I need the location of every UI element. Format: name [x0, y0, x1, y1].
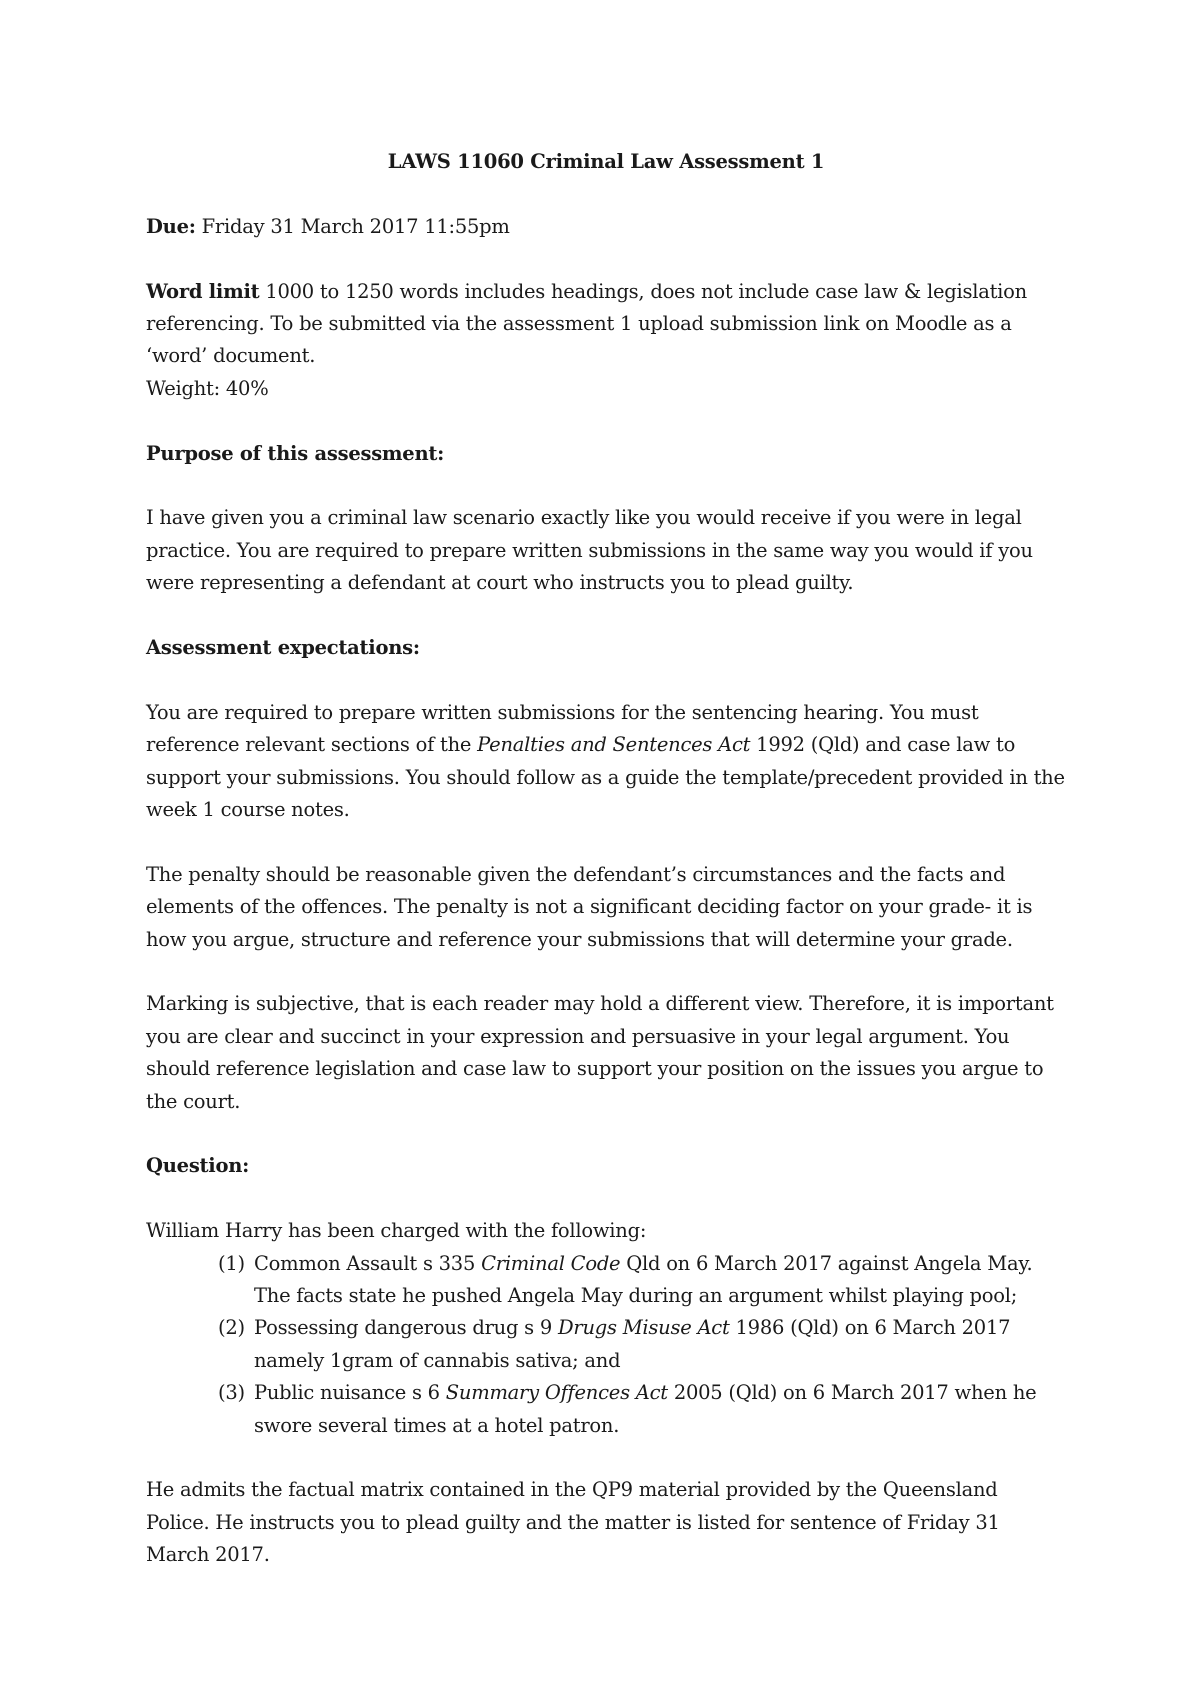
charge-number: (1)	[218, 1251, 245, 1275]
charge-number: (3)	[218, 1381, 245, 1405]
charge-item	[218, 1248, 1066, 1313]
charge-text-start: Public nuisance s 6	[254, 1381, 446, 1405]
charge-item	[218, 1312, 1066, 1377]
charge-text-end: 2005 (Qld) on 6 March 2017 when he swore several times at a hotel patron.	[254, 1381, 1037, 1437]
document-title: LAWS 11060 Criminal Law Assessment 1	[387, 150, 825, 173]
penalties-act-title: Penalties and Sentences Act	[477, 733, 751, 757]
expectations-paragraph-3: Marking is subjective, that is each reader may hold a different view. Therefore, it is important you are clear and succinct in your expression and persuasive in your legal argument. You should reference legislation and case law to support your position on the issues you argue to the court.	[146, 992, 1054, 1113]
charge-item	[218, 1377, 1066, 1442]
charge-number: (2)	[218, 1316, 245, 1340]
weight-line: Weight: 40%	[146, 376, 269, 400]
word-limit-label: Word limit	[146, 279, 260, 303]
question-heading: Question:	[146, 1154, 250, 1178]
expectations-p1-end: 1992 (Qld) and case law to support your submissions. You should follow as a guide the template/precedent provided in the week 1 course notes.	[146, 733, 1065, 822]
charge-text-start: Common Assault s 335	[254, 1251, 482, 1275]
charge-text-end: 1986 (Qld) on 6 March 2017 namely 1gram of cannabis sativa; and	[254, 1316, 1011, 1372]
closing-paragraph: He admits the factual matrix contained in the QP9 material provided by the Queensland Police. He instructs you to plead guilty and the matter is listed for sentence of Friday 31 March 2017.	[146, 1478, 1000, 1567]
expectations-paragraph-1	[146, 697, 1066, 827]
expectations-heading: Assessment expectations:	[146, 636, 420, 660]
charge-act-title: Drugs Misuse Act	[558, 1316, 730, 1340]
purpose-heading: Purpose of this assessment:	[146, 441, 445, 465]
word-limit-paragraph	[146, 276, 1066, 373]
charge-act-title: Criminal Code	[481, 1251, 621, 1275]
word-limit-text: 1000 to 1250 words includes headings, does not include case law & legislation referencing. To be submitted via the assessment 1 upload submission link on Moodle as a ‘word’ document.	[146, 279, 1027, 368]
document-page	[146, 146, 1066, 1572]
due-label: Due:	[146, 214, 196, 238]
due-value: Friday 31 March 2017 11:55pm	[195, 214, 510, 238]
expectations-paragraph-2: The penalty should be reasonable given the defendant’s circumstances and the facts and elements of the offences. The penalty is not a significant deciding factor on your grade- it is how you argue, structure and reference your submissions that will determine your grade.	[146, 862, 1033, 951]
charge-text-end: Qld on 6 March 2017 against Angela May. The facts state he pushed Angela May during an argument whilst playing pool;	[254, 1251, 1033, 1308]
expectations-p1-start: You are required to prepare written submissions for the sentencing hearing. You must reference relevant sections of the	[146, 700, 979, 757]
charge-text-start: Possessing dangerous drug s 9	[254, 1316, 558, 1340]
charges-list	[146, 1248, 1066, 1442]
purpose-paragraph: I have given you a criminal law scenario exactly like you would receive if you were in legal practice. You are required to prepare written submissions in the same way you would if you were representing a defendant at court who instructs you to plead guilty.	[146, 506, 1033, 595]
due-line	[146, 211, 1066, 243]
question-intro: William Harry has been charged with the following:	[146, 1219, 647, 1243]
charge-act-title: Summary Offences Act	[445, 1381, 668, 1405]
